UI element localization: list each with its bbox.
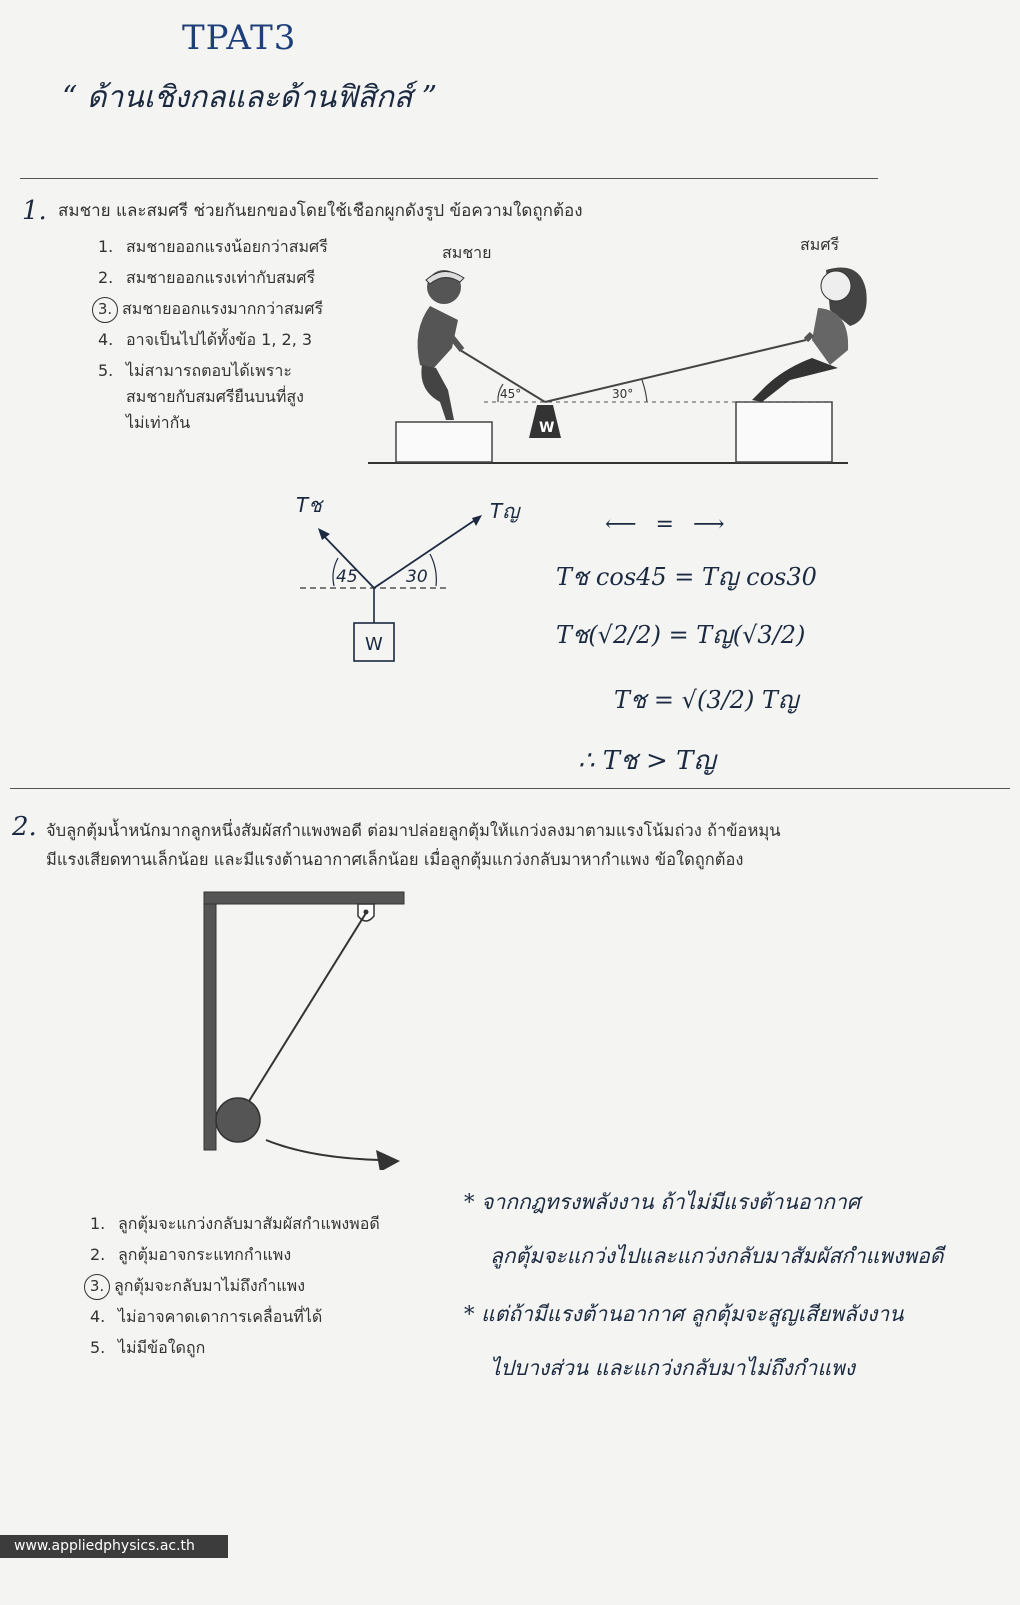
q2-option-4: 4. ไม่อาจคาดเดาการเคลื่อนที่ได้ (90, 1307, 323, 1326)
q2-answer-circle: 3. (84, 1274, 110, 1300)
q2-note-4: ไปบางส่วน และแกว่งกลับมาไม่ถึงกำแพง (490, 1356, 855, 1380)
q2-note-3: * แต่ถ้ามีแรงต้านอากาศ ลูกตุ้มจะสูญเสียพลังงาน (464, 1302, 904, 1326)
q2-question-line1: จับลูกตุ้มน้ำหนักมากลูกหนึ่งสัมผัสกำแพงพอดี ต่อมาปล่อยลูกตุ้มให้แกว่งลงมาตามแรงโน้มถ่วง ถ้าข้อหมุน (46, 821, 781, 840)
fbd-arrowhead-right (472, 515, 482, 526)
right-platform (736, 402, 832, 462)
divider-top (20, 178, 878, 179)
fbd-label-left: Tช (296, 493, 322, 517)
page-subtitle: “ ด้านเชิงกลและด้านฟิสิกส์ ” (62, 80, 438, 115)
footer-url: www.appliedphysics.ac.th (0, 1535, 228, 1558)
q1-equilibrium-arrows: ⟵ = ⟶ (605, 512, 731, 537)
motion-arrowhead (376, 1150, 400, 1170)
q2-note-2: ลูกตุ้มจะแกว่งไปและแกว่งกลับมาสัมผัสกำแพงพอดี (490, 1244, 944, 1268)
fbd-label-right: Tญ (490, 499, 520, 523)
q2-option-5: 5. ไม่มีข้อใดถูก (90, 1338, 206, 1357)
q1-option-5-line2: สมชายกับสมศรียืนบนที่สูง (126, 387, 304, 406)
q1-conclusion: ∴ Tช > Tญ (578, 746, 716, 776)
q1-answer-circle: 3. (92, 297, 118, 323)
divider-middle (10, 788, 1010, 789)
angle-label-right: 30° (612, 387, 634, 401)
page-title: TPAT3 (182, 18, 297, 58)
q1-option-3: 3. สมชายออกแรงมากกว่าสมศรี (98, 293, 328, 324)
fbd-arrowhead-left (318, 528, 330, 540)
q2-options (90, 1208, 380, 1363)
q1-figure (360, 230, 880, 480)
somchai-figure (418, 270, 464, 420)
q2-number: 2. (12, 812, 37, 842)
q1-equation-3: Tช = √(3/2) Tญ (614, 686, 799, 714)
q1-option-2: 2. สมชายออกแรงเท่ากับสมศรี (98, 268, 316, 287)
q1-option-4: 4. อาจเป็นไปได้ทั้งข้อ 1, 2, 3 (98, 330, 313, 349)
pendulum-bob (216, 1098, 260, 1142)
fbd-angle-right: 30 (406, 567, 428, 587)
q1-options (98, 231, 328, 436)
q2-option-1: 1. ลูกตุ้มจะแกว่งกลับมาสัมผัสกำแพงพอดี (90, 1214, 380, 1233)
angle-label-left: 45° (500, 387, 522, 401)
q2-question-line2: มีแรงเสียดทานเล็กน้อย และมีแรงต้านอากาศเล็กน้อย เมื่อลูกตุ้มแกว่งกลับมาหากำแพง ข้อใดถูกต้อง (46, 850, 744, 869)
q1-option-1: 1. สมชายออกแรงน้อยกว่าสมศรี (98, 237, 328, 256)
q2-option-2: 2. ลูกตุ้มอาจกระแทกกำแพง (90, 1245, 292, 1264)
q1-free-body-diagram (290, 488, 550, 678)
angle-arc-right (642, 380, 647, 402)
pendulum-string (246, 913, 366, 1106)
somsri-figure (752, 268, 867, 403)
fbd-angle-arc-right (430, 554, 436, 586)
figure-label-somchai: สมชาย (442, 243, 492, 262)
q1-option-5: 5. ไม่สามารถตอบได้เพราะ (98, 361, 292, 380)
q2-option-3: 3. ลูกตุ้มจะกลับมาไม่ถึงกำแพง (90, 1270, 380, 1301)
q1-question: สมชาย และสมศรี ช่วยกันยกของโดยใช้เชือกผูกดังรูป ข้อความใดถูกต้อง (58, 201, 583, 221)
q2-note-1: * จากกฎทรงพลังงาน ถ้าไม่มีแรงต้านอากาศ (464, 1190, 861, 1214)
q1-equation-1: Tช cos45 = Tญ cos30 (556, 563, 817, 591)
fbd-angle-left: 45 (336, 567, 358, 587)
weight-label: W (539, 420, 555, 436)
q2-pendulum-figure (190, 880, 420, 1170)
wall (204, 892, 216, 1150)
motion-arrow (266, 1140, 380, 1160)
q1-equation-2: Tช(√2/2) = Tญ(√3/2) (556, 621, 806, 649)
q1-number: 1. (22, 196, 47, 226)
ceiling-beam (204, 892, 404, 904)
fbd-weight-label: W (365, 634, 383, 655)
q1-option-5-line3: ไม่เท่ากัน (126, 413, 191, 432)
left-platform (396, 422, 492, 462)
figure-label-somsri: สมศรี (800, 235, 840, 254)
